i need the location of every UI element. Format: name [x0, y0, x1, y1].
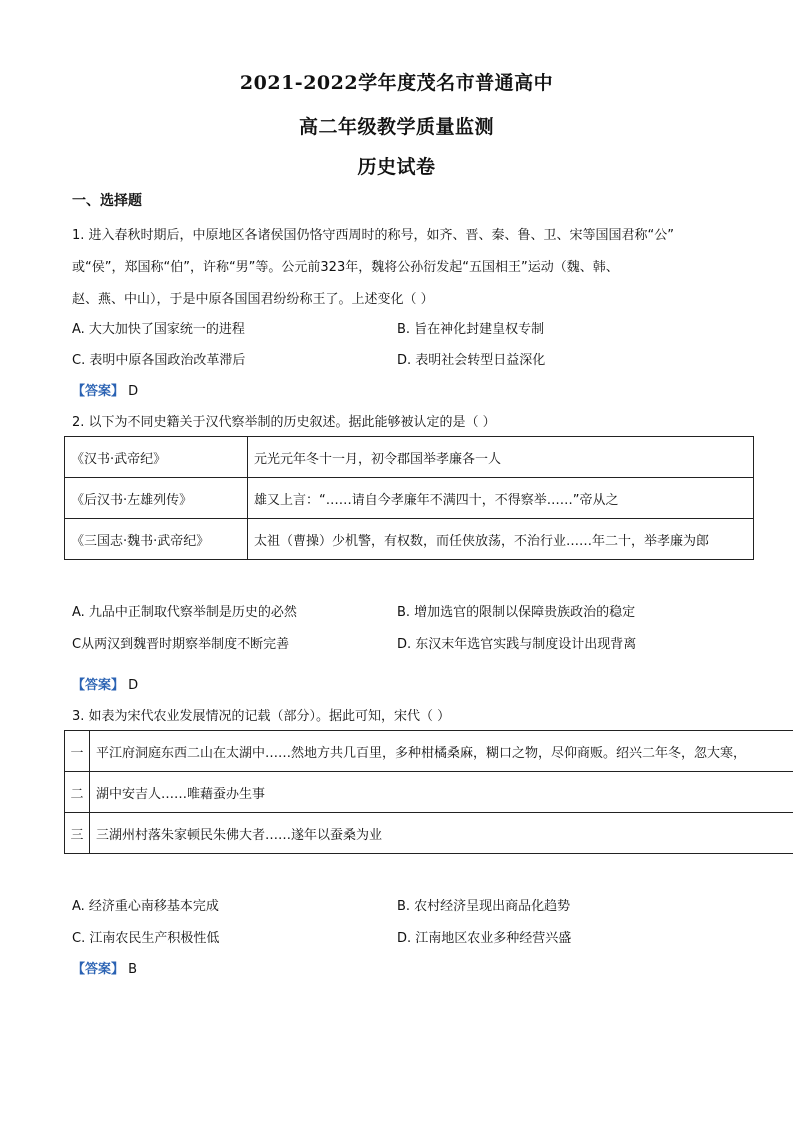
exam-title-line3: 历史试卷 [357, 156, 436, 178]
table-row [65, 437, 754, 478]
table-row [65, 731, 793, 772]
table-cell-text: 元光元年冬十一月，初令郡国举孝廉各一人 [248, 437, 754, 478]
q2-stem-line1: 2. 以下为不同史籍关于汉代察举制的历史叙述。据此能够被认定的是（ ） [72, 415, 496, 430]
q1-option-b: B. 旨在神化封建皇权专制 [397, 322, 545, 337]
table-cell-text: 雄又上言：“……请自今孝廉年不满四十，不得察举……”帝从之 [248, 478, 754, 519]
q3-option-b: B. 农村经济呈现出商品化趋势 [397, 899, 571, 914]
q3-option-c: C. 江南农民生产积极性低 [72, 931, 220, 946]
q1-option-c: C. 表明中原各国政治改革滞后 [72, 353, 246, 368]
table-cell-source: 《三国志·魏书·武帝纪》 [65, 519, 248, 560]
table-cell-text: 湖中安吉人……唯藉蚕办生事 [90, 772, 793, 813]
table-cell-source: 《后汉书·左雄列传》 [65, 478, 248, 519]
q1-stem-line2: 或“侯”，郑国称“伯”，许称“男”等。公元前323年，魏将公孙衍发起“五国相王”运动（魏、韩、 [72, 260, 619, 275]
answer-tag: 【答案】 [72, 384, 125, 399]
answer-tag: 【答案】 [72, 678, 125, 693]
table-row [65, 772, 793, 813]
section-heading: 一、选择题 [72, 193, 142, 209]
answer-tag: 【答案】 [72, 962, 125, 977]
table-cell-text: 太祖（曹操）少机警，有权数，而任侠放荡，不治行业……年二十，举孝廉为郎 [248, 519, 754, 560]
q2-answer [72, 674, 138, 693]
table-row [65, 519, 754, 560]
table-cell-text: 平江府洞庭东西二山在太湖中……然地方共几百里，多种柑橘桑麻，糊口之物，尽仰商贩。绍兴二年冬，忽大寒， [90, 731, 793, 772]
q1-stem-line1: 1. 进入春秋时期后，中原地区各诸侯国仍恪守西周时的称号，如齐、晋、秦、鲁、卫、宋等国国君称“公” [72, 228, 675, 243]
q3-answer [72, 958, 137, 977]
exam-title-line2: 高二年级教学质量监测 [298, 116, 494, 138]
answer-value: D [128, 384, 139, 399]
q1-answer [72, 380, 138, 399]
table-cell-source: 《汉书·武帝纪》 [65, 437, 248, 478]
q3-option-d: D. 江南地区农业多种经营兴盛 [397, 931, 572, 946]
table-cell-index: 二 [65, 772, 90, 813]
q3-stem-line1: 3. 如表为宋代农业发展情况的记载（部分）。据此可知，宋代（ ） [72, 709, 451, 724]
q3-option-a: A. 经济重心南移基本完成 [72, 899, 219, 914]
q2-source-table [64, 436, 754, 560]
table-cell-index: 一 [65, 731, 90, 772]
table-cell-text: 三湖州村落朱家顿民朱佛大者……遂年以蚕桑为业 [90, 813, 793, 854]
q2-option-b: B. 增加选官的限制以保障贵族政治的稳定 [397, 605, 636, 620]
exam-title-line1: 2021-2022学年度茂名市普通高中 [239, 72, 554, 94]
answer-value: D [128, 678, 139, 693]
q2-option-d: D. 东汉末年选官实践与制度设计出现背离 [397, 637, 637, 652]
table-row [65, 478, 754, 519]
q2-option-a: A. 九品中正制取代察举制是历史的必然 [72, 605, 297, 620]
answer-value: B [128, 962, 138, 977]
q3-record-table [64, 730, 793, 854]
table-row [65, 813, 793, 854]
table-cell-index: 三 [65, 813, 90, 854]
q1-option-d: D. 表明社会转型日益深化 [397, 353, 546, 368]
q1-stem-line3: 赵、燕、中山），于是中原各国国君纷纷称王了。上述变化（ ） [72, 292, 434, 307]
q1-option-a: A. 大大加快了国家统一的进程 [72, 322, 245, 337]
q2-option-c: C从两汉到魏晋时期察举制度不断完善 [72, 637, 290, 652]
